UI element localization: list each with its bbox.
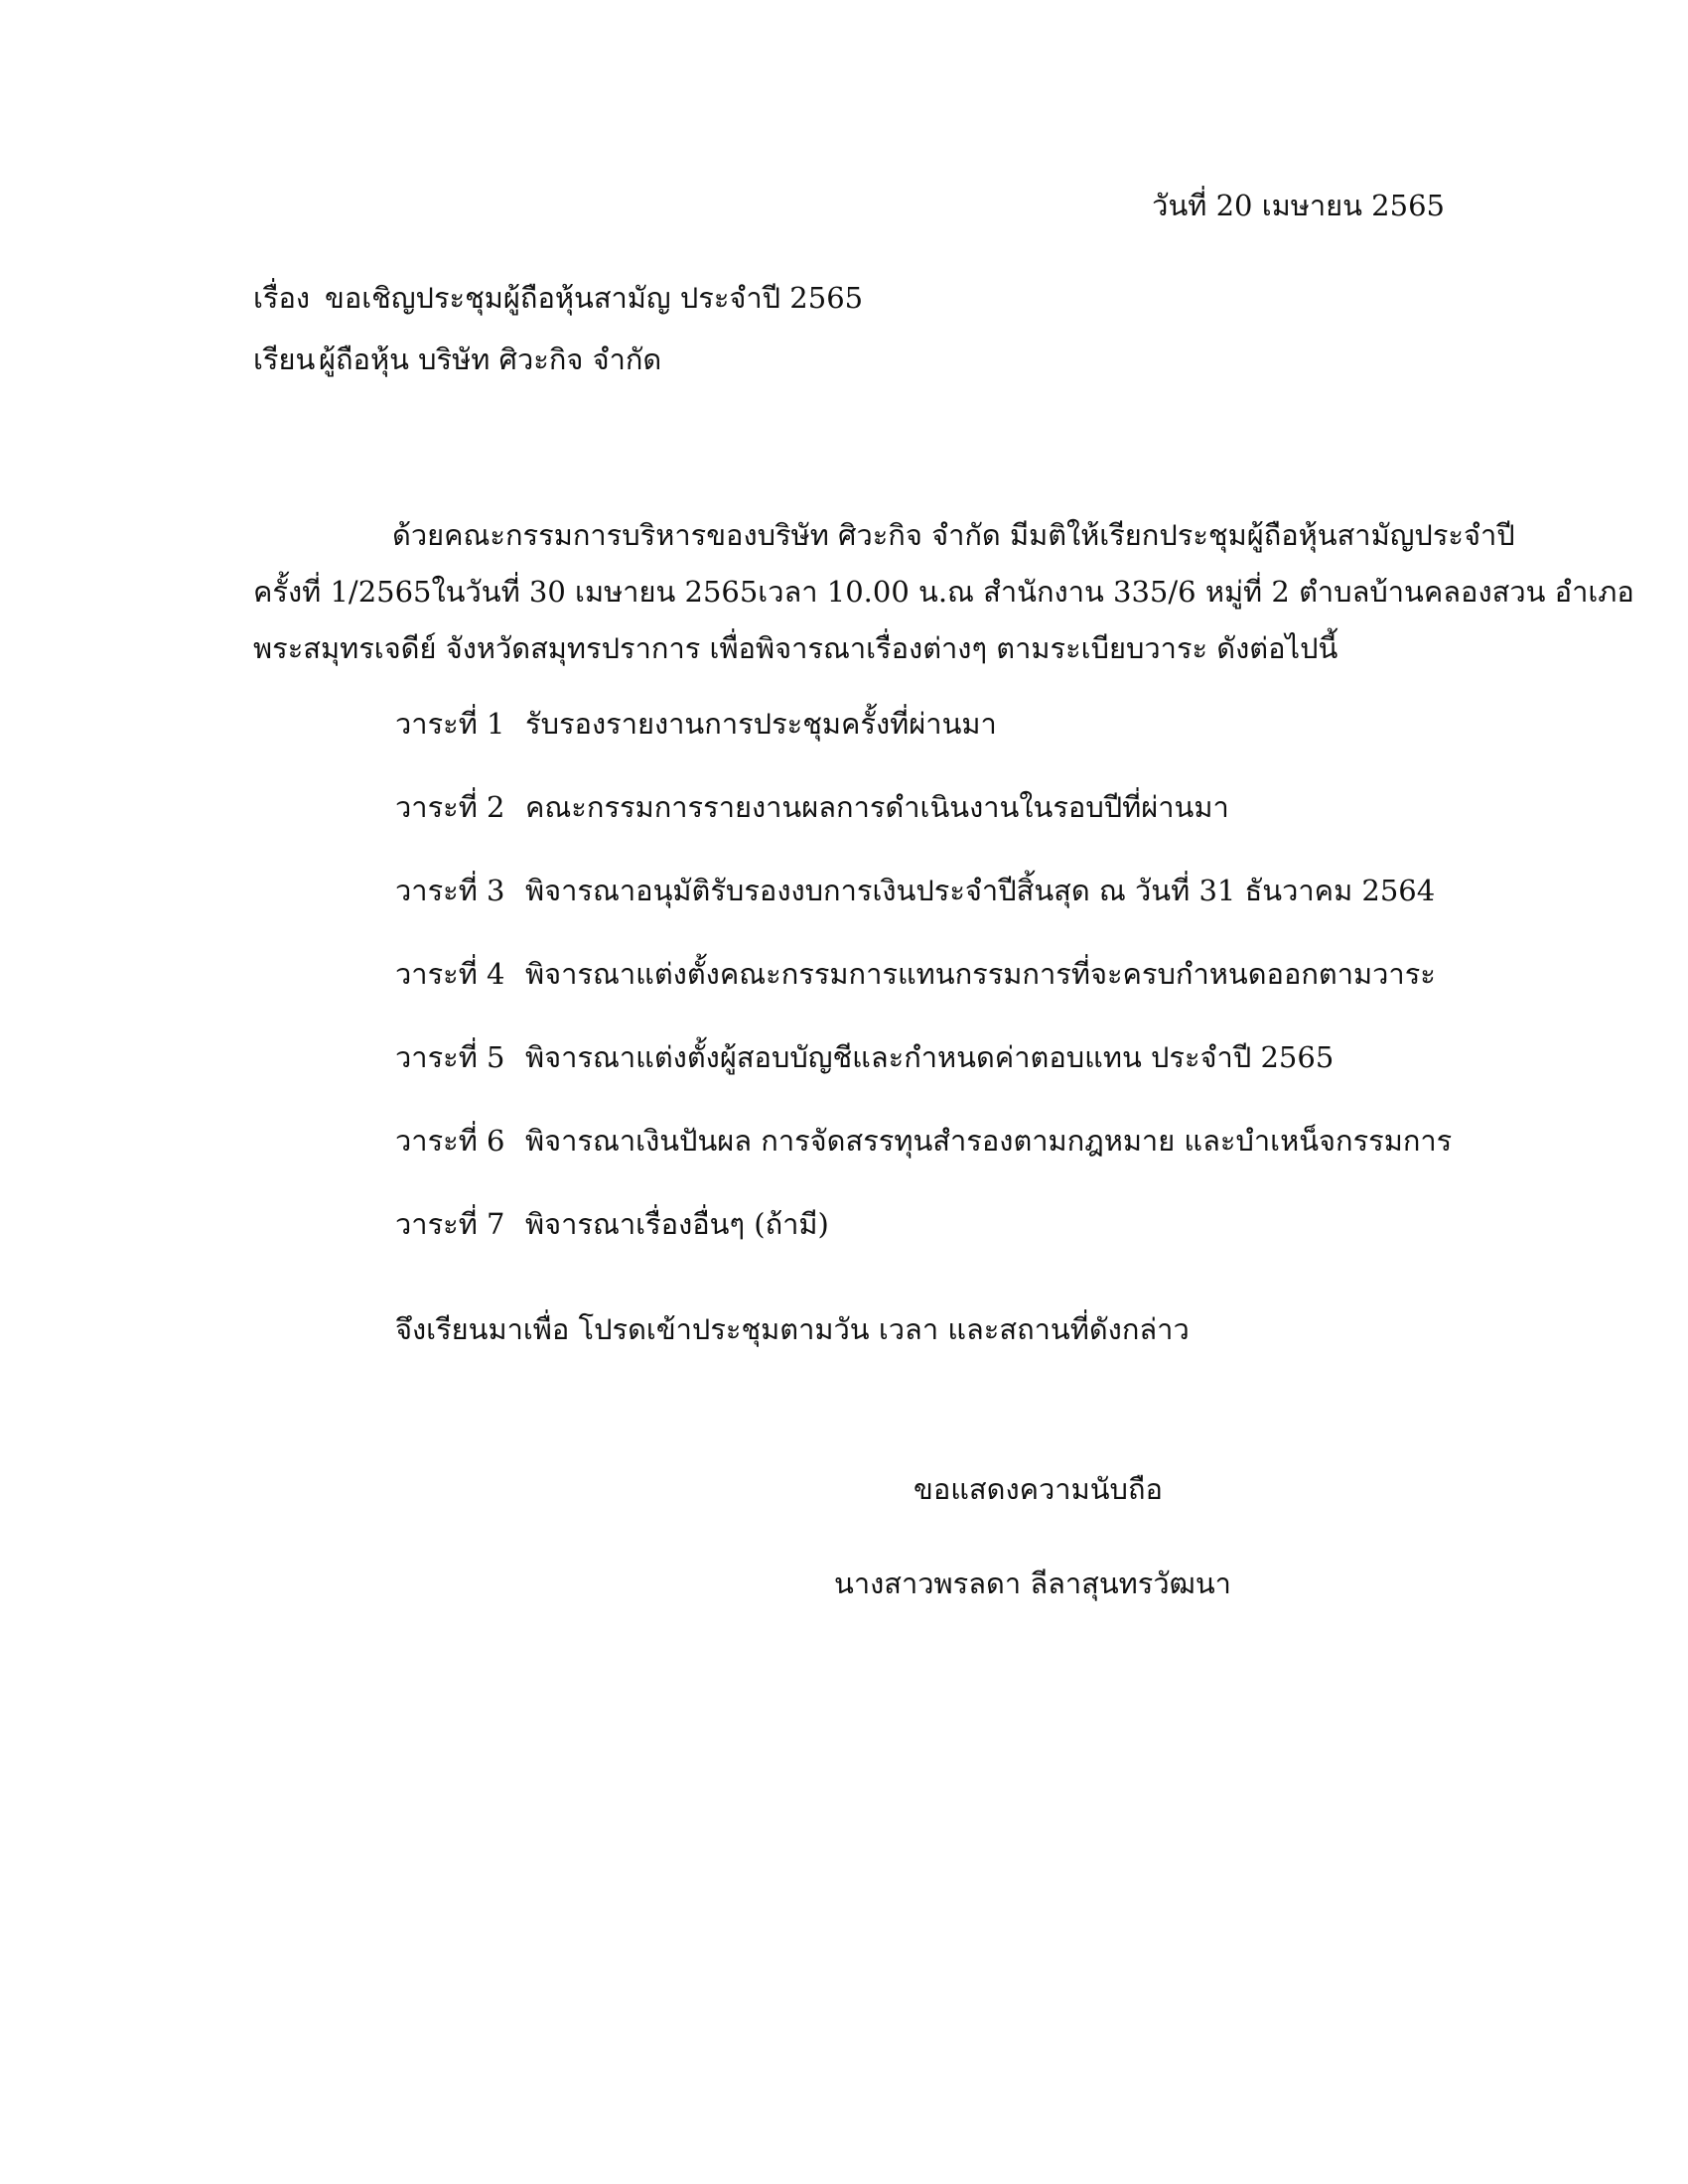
body-line: พระสมุทรเจดีย์ จังหวัดสมุทรปราการ เพื่อพิจารณาเรื่องต่างๆ ตามระเบียบวาระ ดังต่อไปนี้ xyxy=(253,631,1338,665)
agenda-number: วาระที่ 1 xyxy=(395,707,505,741)
agenda-number: วาระที่ 2 xyxy=(395,790,505,824)
subject-line xyxy=(253,281,863,316)
body-paragraph xyxy=(253,518,1634,688)
subject-text: ขอเชิญประชุมผู้ถือหุ้นสามัญ ประจำปี 2565 xyxy=(325,281,864,315)
agenda-text: รับรองรายงานการประชุมครั้งที่ผ่านมา xyxy=(525,707,997,741)
letter-date: วันที่ 20 เมษายน 2565 xyxy=(1152,189,1445,222)
body-line: ด้วยคณะกรรมการบริหารของบริษัท ศิวะกิจ จำกัด มีมติให้เรียกประชุมผู้ถือหุ้นสามัญประจำปี xyxy=(392,518,1515,552)
agenda-item xyxy=(395,1124,1487,1207)
agenda-text: คณะกรรมการรายงานผลการดำเนินงานในรอบปีที่ผ่านมา xyxy=(525,790,1229,824)
agenda-number: วาระที่ 3 xyxy=(395,874,505,907)
agenda-text: พิจารณาแต่งตั้งผู้สอบบัญชีและกำหนดค่าตอบแทน ประจำปี 2565 xyxy=(525,1040,1335,1074)
agenda-item xyxy=(395,790,1487,874)
body-line: ครั้งที่ 1/2565ในวันที่ 30 เมษายน 2565เวลา 10.00 น.ณ สำนักงาน 335/6 หมู่ที่ 2 ตำบลบ้านคลองสวน อำเภอ xyxy=(253,575,1634,609)
recipient-text: ผู้ถือหุ้น บริษัท ศิวะกิจ จำกัด xyxy=(319,342,662,376)
closing-text: จึงเรียนมาเพื่อ โปรดเข้าประชุมตามวัน เวลา และสถานที่ดังกล่าว xyxy=(395,1312,1190,1346)
agenda-item xyxy=(395,957,1487,1040)
subject-label: เรื่อง xyxy=(253,281,311,315)
agenda-item xyxy=(395,707,1487,790)
agenda-number: วาระที่ 5 xyxy=(395,1040,505,1074)
agenda-item xyxy=(395,1207,1487,1291)
agenda-number: วาระที่ 4 xyxy=(395,957,505,991)
recipient-label: เรียน xyxy=(253,342,316,376)
agenda-item xyxy=(395,1040,1487,1124)
agenda-item xyxy=(395,874,1487,957)
agenda-text: พิจารณาเงินปันผล การจัดสรรทุนสำรองตามกฎหมาย และบำเหน็จกรรมการ xyxy=(525,1124,1453,1158)
agenda-number: วาระที่ 6 xyxy=(395,1124,505,1158)
regards-text: ขอแสดงความนับถือ xyxy=(914,1472,1163,1506)
agenda-text: พิจารณาเรื่องอื่นๆ (ถ้ามี) xyxy=(525,1207,829,1241)
signer-name: นางสาวพรลดา ลีลาสุนทรวัฒนา xyxy=(834,1567,1231,1600)
agenda-text: พิจารณาแต่งตั้งคณะกรรมการแทนกรรมการที่จะครบกำหนดออกตามวาระ xyxy=(525,957,1436,991)
agenda-text: พิจารณาอนุมัติรับรองงบการเงินประจำปีสิ้นสุด ณ วันที่ 31 ธันวาคม 2564 xyxy=(525,874,1436,907)
agenda-list xyxy=(395,707,1487,1291)
recipient-line xyxy=(253,342,661,377)
agenda-number: วาระที่ 7 xyxy=(395,1207,505,1241)
